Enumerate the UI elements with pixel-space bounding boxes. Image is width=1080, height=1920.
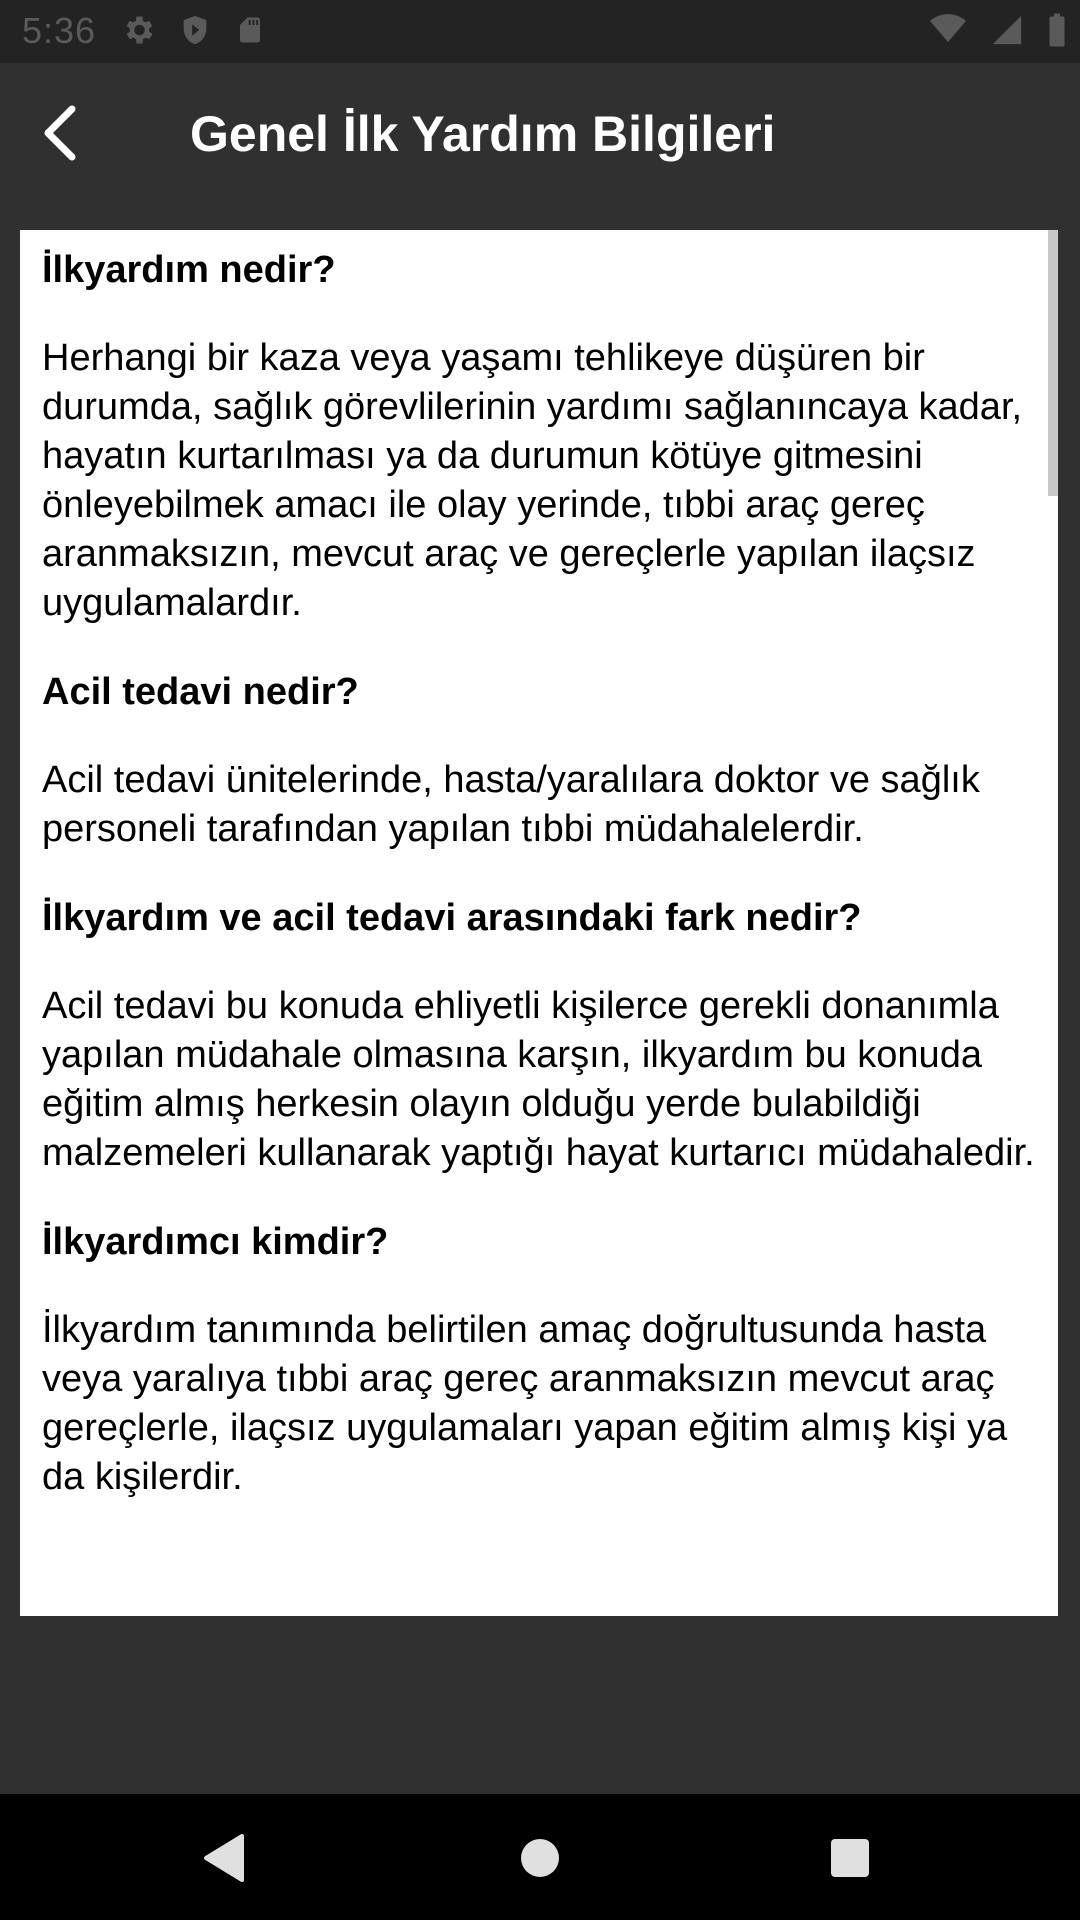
back-button[interactable]	[28, 101, 92, 165]
chevron-left-icon	[38, 105, 82, 161]
section-heading: İlkyardım nedir?	[42, 249, 336, 291]
status-notification-icons	[120, 12, 283, 48]
gear-icon	[120, 12, 156, 48]
nav-back-button[interactable]	[196, 1830, 252, 1886]
section-heading: Acil tedavi nedir?	[42, 671, 359, 713]
section-body: Acil tedavi bu konuda ehliyetli kişilerce gerekli donanımla yapılan müdahale olmasına karşın, ilkyardım bu konuda eğitim almış herkesin olayın olduğu yerde bulabildiği malzemeleri kullanarak yaptığı hayat kurtarıcı müdahaledir.	[42, 985, 1035, 1174]
battery-icon	[1046, 12, 1068, 48]
navigation-bar	[0, 1794, 1080, 1920]
page-title: Genel İlk Yardım Bilgileri	[190, 106, 776, 162]
section-body: Acil tedavi ünitelerinde, hasta/yaralılara doktor ve sağlık personeli tarafından yapılan tıbbi müdahalelerdir.	[42, 759, 980, 850]
app-bar	[0, 63, 1080, 213]
content-text	[20, 230, 1058, 1502]
section-heading: İlkyardımcı kimdir?	[42, 1221, 389, 1263]
content-scroll-view[interactable]	[20, 230, 1058, 1616]
nav-back-icon	[202, 1834, 246, 1882]
nav-home-icon	[519, 1837, 561, 1879]
scrollbar[interactable]	[1048, 230, 1058, 496]
section-body: İlkyardım tanımında belirtilen amaç doğrultusunda hasta veya yaralıya tıbbi araç gereç aranmaksızın mevcut araç gereçlerle, ilaçsız uygulamaları yapan eğitim almış kişi ya da kişilerdir.	[42, 1309, 1008, 1498]
nav-home-button[interactable]	[512, 1830, 568, 1886]
nav-recents-icon	[829, 1837, 871, 1879]
status-system-icons	[929, 12, 1074, 48]
signal-icon	[990, 12, 1024, 48]
sd-card-icon	[235, 12, 265, 48]
status-bar	[0, 0, 1080, 63]
section-body: Herhangi bir kaza veya yaşamı tehlikeye düşüren bir durumda, sağlık görevlilerinin yardımı sağlanıncaya kadar, hayatın kurtarılması ya da durumun kötüye gitmesini önleyebilmek amacı ile olay yerinde, tıbbi araç gereç aranmaksızın, mevcut araç ve gereçlerle yapılan ilaçsız uygulamalardır.	[42, 337, 1023, 624]
section-heading: İlkyardım ve acil tedavi arasındaki fark nedir?	[42, 897, 862, 939]
status-time: 5:36	[22, 10, 97, 51]
wifi-icon	[929, 12, 967, 48]
nav-recents-button[interactable]	[822, 1830, 878, 1886]
shield-icon	[178, 12, 212, 48]
